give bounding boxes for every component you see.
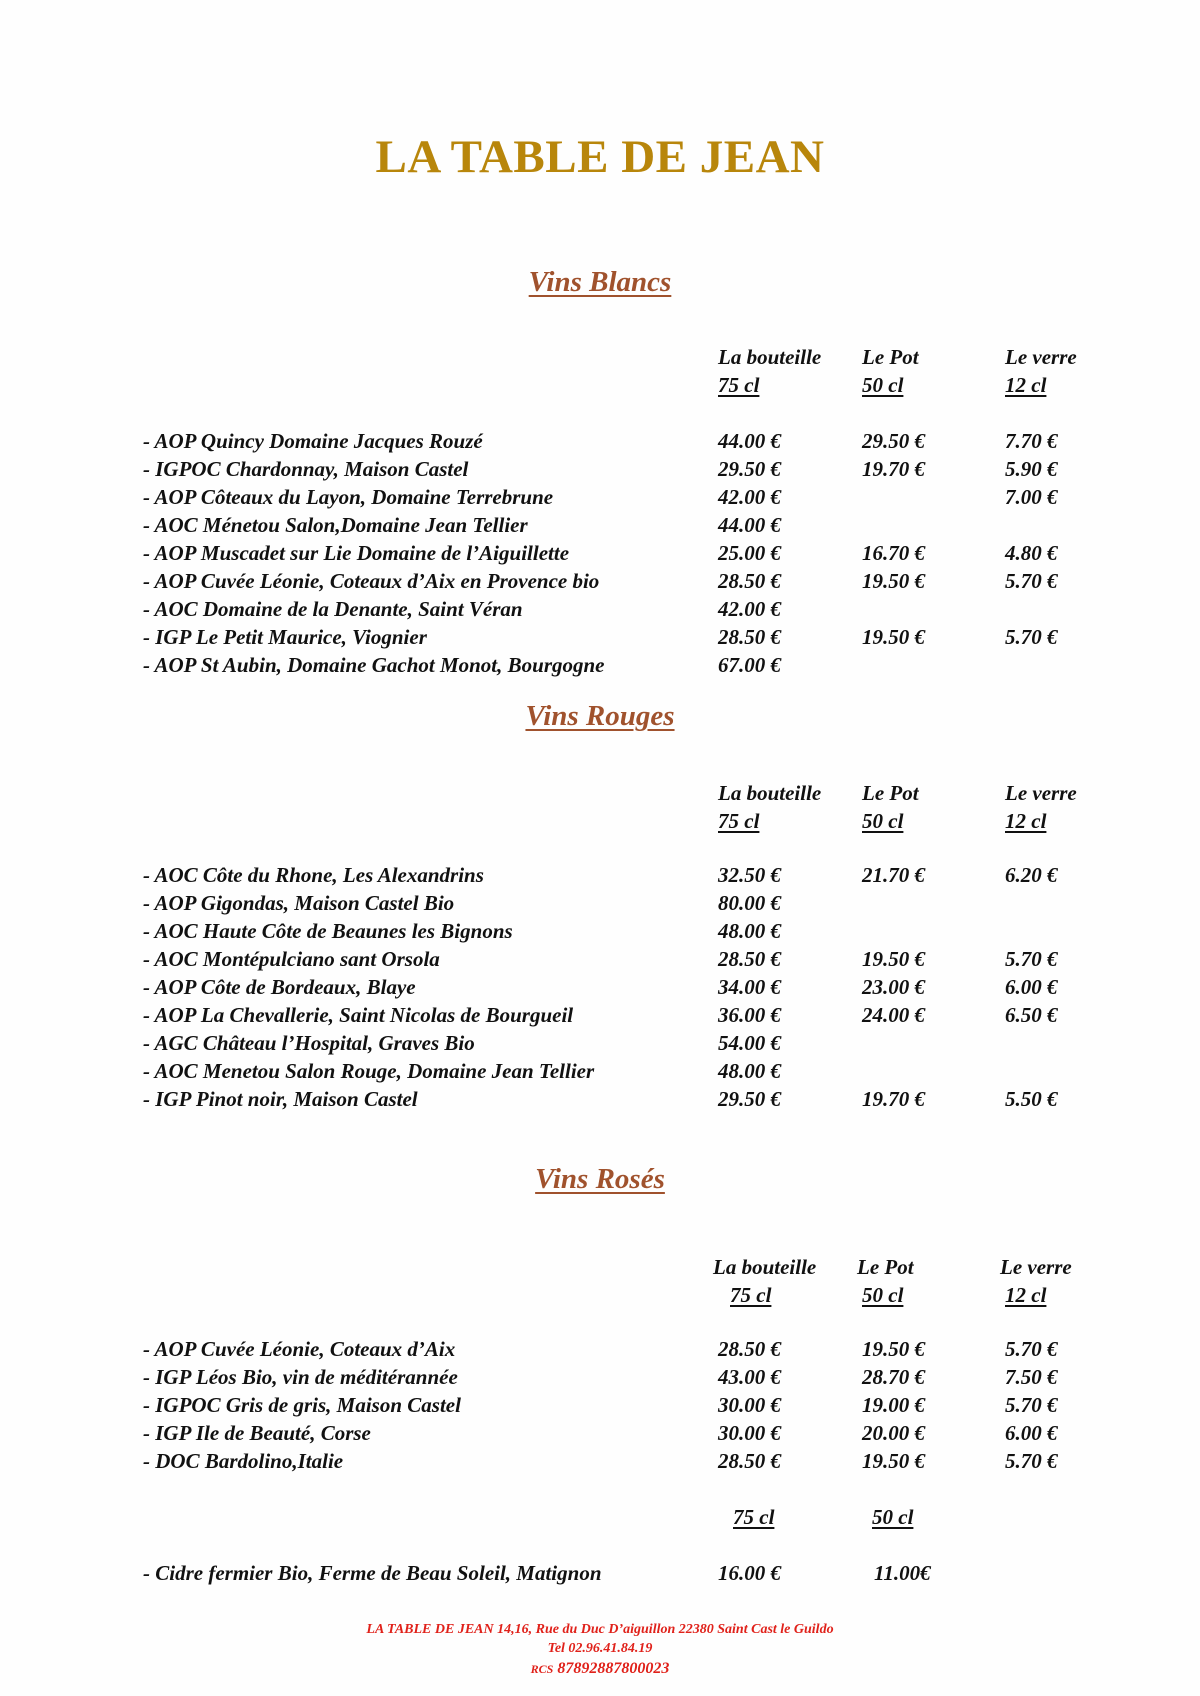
price-bottle: 30.00 €	[718, 1393, 781, 1417]
wine-name: - AOP Muscadet sur Lie Domaine de l’Aiguillette	[143, 541, 570, 565]
column-header-pot: Le Pot	[862, 345, 919, 369]
price-bottle: 32.50 €	[718, 863, 781, 887]
wine-name: - IGP Ile de Beauté, Corse	[143, 1421, 371, 1445]
wine-name: - AOC Domaine de la Denante, Saint Véran	[143, 597, 523, 621]
price-bottle: 43.00 €	[718, 1365, 781, 1389]
column-header-bottle: La bouteille	[718, 345, 822, 369]
price-pot: 19.50 €	[862, 947, 925, 971]
price-bottle: 80.00 €	[718, 891, 781, 915]
price-glass: 5.70 €	[1005, 1393, 1058, 1417]
wine-name: - AOC Menetou Salon Rouge, Domaine Jean Tellier	[143, 1059, 595, 1083]
column-header-glass: Le verre	[1000, 1255, 1072, 1279]
price-glass: 5.50 €	[1005, 1087, 1058, 1111]
cider-price-pot: 11.00€	[874, 1561, 931, 1585]
price-bottle: 25.00 €	[718, 541, 781, 565]
column-header-pot: Le Pot	[857, 1255, 914, 1279]
price-glass: 5.70 €	[1005, 625, 1058, 649]
column-volume-glass: 12 cl	[1005, 373, 1047, 397]
price-pot: 19.00 €	[862, 1393, 925, 1417]
price-glass: 5.90 €	[1005, 457, 1058, 481]
wine-name: - AOP Quincy Domaine Jacques Rouzé	[143, 429, 483, 453]
price-pot: 29.50 €	[862, 429, 925, 453]
price-glass: 6.00 €	[1005, 1421, 1058, 1445]
price-bottle: 29.50 €	[718, 457, 781, 481]
wine-name: - AOP Cuvée Léonie, Coteaux d’Aix en Provence bio	[143, 569, 600, 593]
price-glass: 5.70 €	[1005, 1449, 1058, 1473]
price-bottle: 42.00 €	[718, 597, 781, 621]
column-volume-bottle: 75 cl	[718, 373, 760, 397]
page-title: LA TABLE DE JEAN	[375, 131, 825, 183]
cider-volume-pot: 50 cl	[872, 1505, 914, 1529]
column-volume-bottle: 75 cl	[730, 1283, 772, 1307]
column-header-bottle: La bouteille	[713, 1255, 817, 1279]
price-glass: 5.70 €	[1005, 947, 1058, 971]
price-glass: 6.20 €	[1005, 863, 1058, 887]
column-header-bottle: La bouteille	[718, 781, 822, 805]
price-bottle: 48.00 €	[718, 1059, 781, 1083]
price-bottle: 44.00 €	[718, 429, 781, 453]
section-title-vins-rouges: Vins Rouges	[525, 700, 675, 732]
section-title-vins-roses: Vins Rosés	[535, 1163, 665, 1195]
price-glass: 5.70 €	[1005, 1337, 1058, 1361]
footer-rcs-label: RCS	[530, 1662, 554, 1676]
wine-name: - AOP Côte de Bordeaux, Blaye	[143, 975, 416, 999]
wine-name: - IGP Pinot noir, Maison Castel	[143, 1087, 418, 1111]
price-bottle: 28.50 €	[718, 947, 781, 971]
price-pot: 16.70 €	[862, 541, 925, 565]
column-header-glass: Le verre	[1005, 345, 1077, 369]
column-volume-bottle: 75 cl	[718, 809, 760, 833]
price-pot: 21.70 €	[862, 863, 925, 887]
wine-name: - AOC Haute Côte de Beaunes les Bignons	[143, 919, 513, 943]
wine-name: - IGPOC Gris de gris, Maison Castel	[143, 1393, 461, 1417]
price-glass: 6.00 €	[1005, 975, 1058, 999]
wine-name: - DOC Bardolino,Italie	[143, 1449, 344, 1473]
price-pot: 19.50 €	[862, 1337, 925, 1361]
cider-price-bottle: 16.00 €	[718, 1561, 781, 1585]
column-header-glass: Le verre	[1005, 781, 1077, 805]
price-glass: 7.50 €	[1005, 1365, 1058, 1389]
wine-name: - AOC Montépulciano sant Orsola	[143, 947, 440, 971]
price-pot: 23.00 €	[862, 975, 925, 999]
price-bottle: 28.50 €	[718, 569, 781, 593]
wine-name: - AOP Cuvée Léonie, Coteaux d’Aix	[143, 1337, 456, 1361]
price-bottle: 30.00 €	[718, 1421, 781, 1445]
wine-name: - AOC Côte du Rhone, Les Alexandrins	[143, 863, 484, 887]
price-glass: 7.00 €	[1005, 485, 1058, 509]
column-header-pot: Le Pot	[862, 781, 919, 805]
section-title-vins-blancs: Vins Blancs	[528, 266, 672, 298]
price-pot: 19.70 €	[862, 1087, 925, 1111]
column-volume-pot: 50 cl	[862, 373, 904, 397]
price-pot: 19.70 €	[862, 457, 925, 481]
footer-address: LA TABLE DE JEAN 14,16, Rue du Duc D’aiguillon 22380 Saint Cast le Guildo	[366, 1622, 834, 1637]
price-glass: 5.70 €	[1005, 569, 1058, 593]
wine-name: - IGP Léos Bio, vin de méditérannée	[143, 1365, 458, 1389]
column-volume-glass: 12 cl	[1005, 1283, 1047, 1307]
price-bottle: 34.00 €	[718, 975, 781, 999]
price-bottle: 28.50 €	[718, 1449, 781, 1473]
price-glass: 6.50 €	[1005, 1003, 1058, 1027]
price-bottle: 44.00 €	[718, 513, 781, 537]
wine-name: - AOC Ménetou Salon,Domaine Jean Tellier	[143, 513, 528, 537]
wine-name: - AOP Gigondas, Maison Castel Bio	[143, 891, 455, 915]
price-bottle: 67.00 €	[718, 653, 781, 677]
price-glass: 4.80 €	[1005, 541, 1058, 565]
price-glass: 7.70 €	[1005, 429, 1058, 453]
price-pot: 19.50 €	[862, 625, 925, 649]
column-volume-pot: 50 cl	[862, 809, 904, 833]
price-bottle: 29.50 €	[718, 1087, 781, 1111]
cider-volume-bottle: 75 cl	[733, 1505, 775, 1529]
price-bottle: 48.00 €	[718, 919, 781, 943]
wine-name: - AOP Côteaux du Layon, Domaine Terrebrune	[143, 485, 554, 509]
price-pot: 20.00 €	[862, 1421, 925, 1445]
wine-name: - AOP St Aubin, Domaine Gachot Monot, Bourgogne	[143, 653, 605, 677]
price-bottle: 54.00 €	[718, 1031, 781, 1055]
wine-name: - AGC Château l’Hospital, Graves Bio	[143, 1031, 475, 1055]
price-pot: 24.00 €	[862, 1003, 925, 1027]
wine-name: - IGP Le Petit Maurice, Viognier	[143, 625, 427, 649]
cider-name: - Cidre fermier Bio, Ferme de Beau Soleil, Matignon	[143, 1561, 602, 1585]
price-bottle: 28.50 €	[718, 625, 781, 649]
footer-rcs	[0, 1660, 1200, 1678]
wine-name: - AOP La Chevallerie, Saint Nicolas de Bourgueil	[143, 1003, 574, 1027]
price-pot: 19.50 €	[862, 569, 925, 593]
footer-phone: Tel 02.96.41.84.19	[547, 1641, 653, 1656]
column-volume-glass: 12 cl	[1005, 809, 1047, 833]
footer-rcs-number: 87892887800023	[557, 1660, 670, 1677]
price-bottle: 42.00 €	[718, 485, 781, 509]
wine-name: - IGPOC Chardonnay, Maison Castel	[143, 457, 469, 481]
column-volume-pot: 50 cl	[862, 1283, 904, 1307]
price-bottle: 36.00 €	[718, 1003, 781, 1027]
price-bottle: 28.50 €	[718, 1337, 781, 1361]
price-pot: 28.70 €	[862, 1365, 925, 1389]
price-pot: 19.50 €	[862, 1449, 925, 1473]
